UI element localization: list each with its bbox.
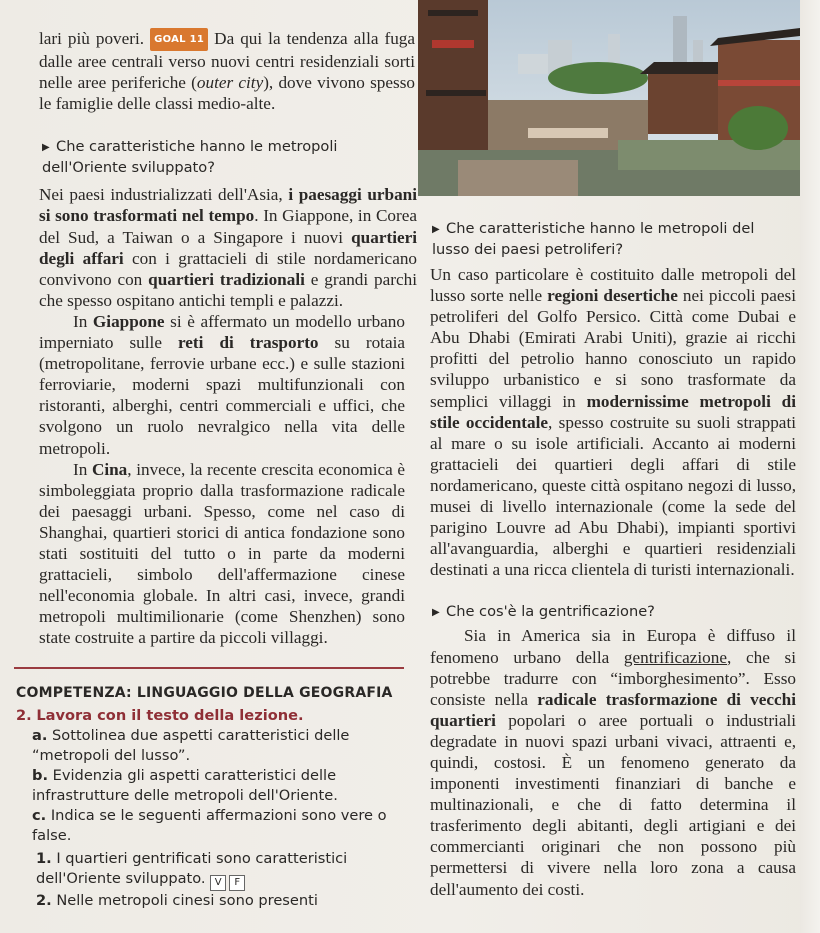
- play-triangle-icon: ▶: [42, 142, 50, 154]
- page-edge: [800, 0, 820, 933]
- paragraph-lusso: Un caso particolare è costituito dalle metropoli del lusso sorte nelle regioni desertiche nei piccoli paesi petroliferi del Golfo Persico. Città come Dubai e Abu Dhabi (Emirati Arabi Uniti), grazie ai ricchi profitti del petrolio hanno conosciuto un rapido sviluppo urbanistico e si sono trasformate da semplici villaggi in modernissime metropoli di stile occidentale, spesso costruite su suoli strappati al mare o su isole artificiali. Accanto ai moderni grattacieli dei quartieri degli affari di stile nordamericano, queste città ospitano negozi di lusso, musei di livello internazionale (come la sede del parigino Louvre ad Abu Dhabi), impianti sportivi all'avanguardia, alberghi e quartieri residenziali destinati a una ricca clientela di turisti internazionali.: [430, 265, 796, 580]
- exercise-box: COMPETENZA: LINGUAGGIO DELLA GEOGRAFIA 2. Lavora con il testo della lezione. a. Sottolinea due aspetti caratteristici delle “metropoli del lusso”. b. Evidenzia gli aspetti caratteristici delle infrastrutture delle metropoli dell'Oriente. c. Indica se le seguenti affermazioni sono vere o false. 1. I quartieri gentrificati sono caratteristici dell'Oriente sviluppato. V F 2. Nelle metropoli cinesi sono presenti: [16, 684, 408, 911]
- section-divider: [14, 667, 404, 669]
- true-checkbox[interactable]: V: [210, 875, 226, 891]
- exercise-heading: COMPETENZA: LINGUAGGIO DELLA GEOGRAFIA: [16, 685, 393, 701]
- statement-2: 2. Nelle metropoli cinesi sono presenti: [36, 892, 318, 909]
- true-false-boxes: [210, 875, 245, 891]
- statement-1: 1. I quartieri gentrificati sono caratteristici dell'Oriente sviluppato. V F: [16, 849, 408, 891]
- right-column: [430, 219, 798, 900]
- question-lusso: ▶ Che caratteristiche hanno le metropoli del lusso dei paesi petroliferi?: [432, 220, 755, 258]
- false-checkbox[interactable]: F: [229, 875, 245, 891]
- goal-badge[interactable]: GOAL 11: [150, 28, 208, 51]
- paragraph-giappone: In Giappone si è affermato un modello urbano imperniato sulle reti di trasporto su rotaia (metropolitane, ferrovie urbane ecc.) e sulle stazioni ferroviarie, moderni spazi multifunzionali con ristoranti, alberghi, centri commerciali e uffici, che svolgono un ruolo nevralgico nella vita delle metropoli.: [39, 311, 405, 458]
- exercise-item-b: b. Evidenzia gli aspetti caratteristici delle infrastrutture delle metropoli dell'Oriente.: [32, 767, 338, 804]
- play-triangle-icon: ▶: [432, 224, 440, 235]
- intro-paragraph: lari più poveri. GOAL 11 Da qui la tendenza alla fuga dalle aree centrali verso nuovi centri residenziali sorti nelle aree periferiche (outer city), dove vivono spesso le famiglie delle classi medio-alte.: [39, 29, 416, 114]
- paragraph-gentrificazione: Sia in America sia in Europa è diffuso il fenomeno urbano della gentrificazione, che si potrebbe tradurre con “imborghesimento”. Esso consiste nella radicale trasformazione di vecchi quartieri popolari o aree portuali o industriali degradate in nuovi spazi urbani vivaci, attraenti e, quindi, costosi. È un fenomeno generato da imponenti investimenti finanziari di banche e multinazionali, e che di fatto determina il trasferimento degli abitanti, degli artigiani e dei commercianti originari che non possono più permettersi di vivere nella loro zona a causa dell'aumento dei costi.: [430, 626, 796, 899]
- exercise-item-a: a. Sottolinea due aspetti caratteristici delle “metropoli del lusso”.: [32, 727, 350, 764]
- exercise-item-c: c. Indica se le seguenti affermazioni sono vere o false.: [32, 807, 387, 844]
- paragraph-oriente: Nei paesi industrializzati dell'Asia, i paesaggi urbani si sono trasformati nel tempo. In Giappone, in Corea del Sud, a Taiwan o a Singapore i nuovi quartieri degli affari con i grattacieli di stile nordamericano convivono con quartieri tradizionali e grandi parchi che spesso ospitano antichi templi e palazzi.: [39, 185, 418, 310]
- play-triangle-icon: ▶: [432, 607, 440, 619]
- left-column: [39, 28, 417, 648]
- shanghai-photo: [418, 0, 800, 196]
- paragraph-cina: In Cina, invece, la recente crescita economica è simboleggiata proprio dalla trasformazione radicale dei paesaggi urbani. Spesso, come nel caso di Shanghai, quartieri storici di antica fondazione sono stati sostituiti del tutto o in parte da moderni grattacieli, simbolo dell'affermazione cinese nell'economia globale. In altri casi, invece, grandi metropoli multimilionarie (come Shenzhen) sono state costruite a partire da piccoli villaggi.: [39, 459, 405, 648]
- question-oriente: ▶ Che caratteristiche hanno le metropoli dell'Oriente sviluppato?: [42, 138, 338, 177]
- question-gentrificazione: ▶ Che cos'è la gentrificazione?: [430, 602, 798, 623]
